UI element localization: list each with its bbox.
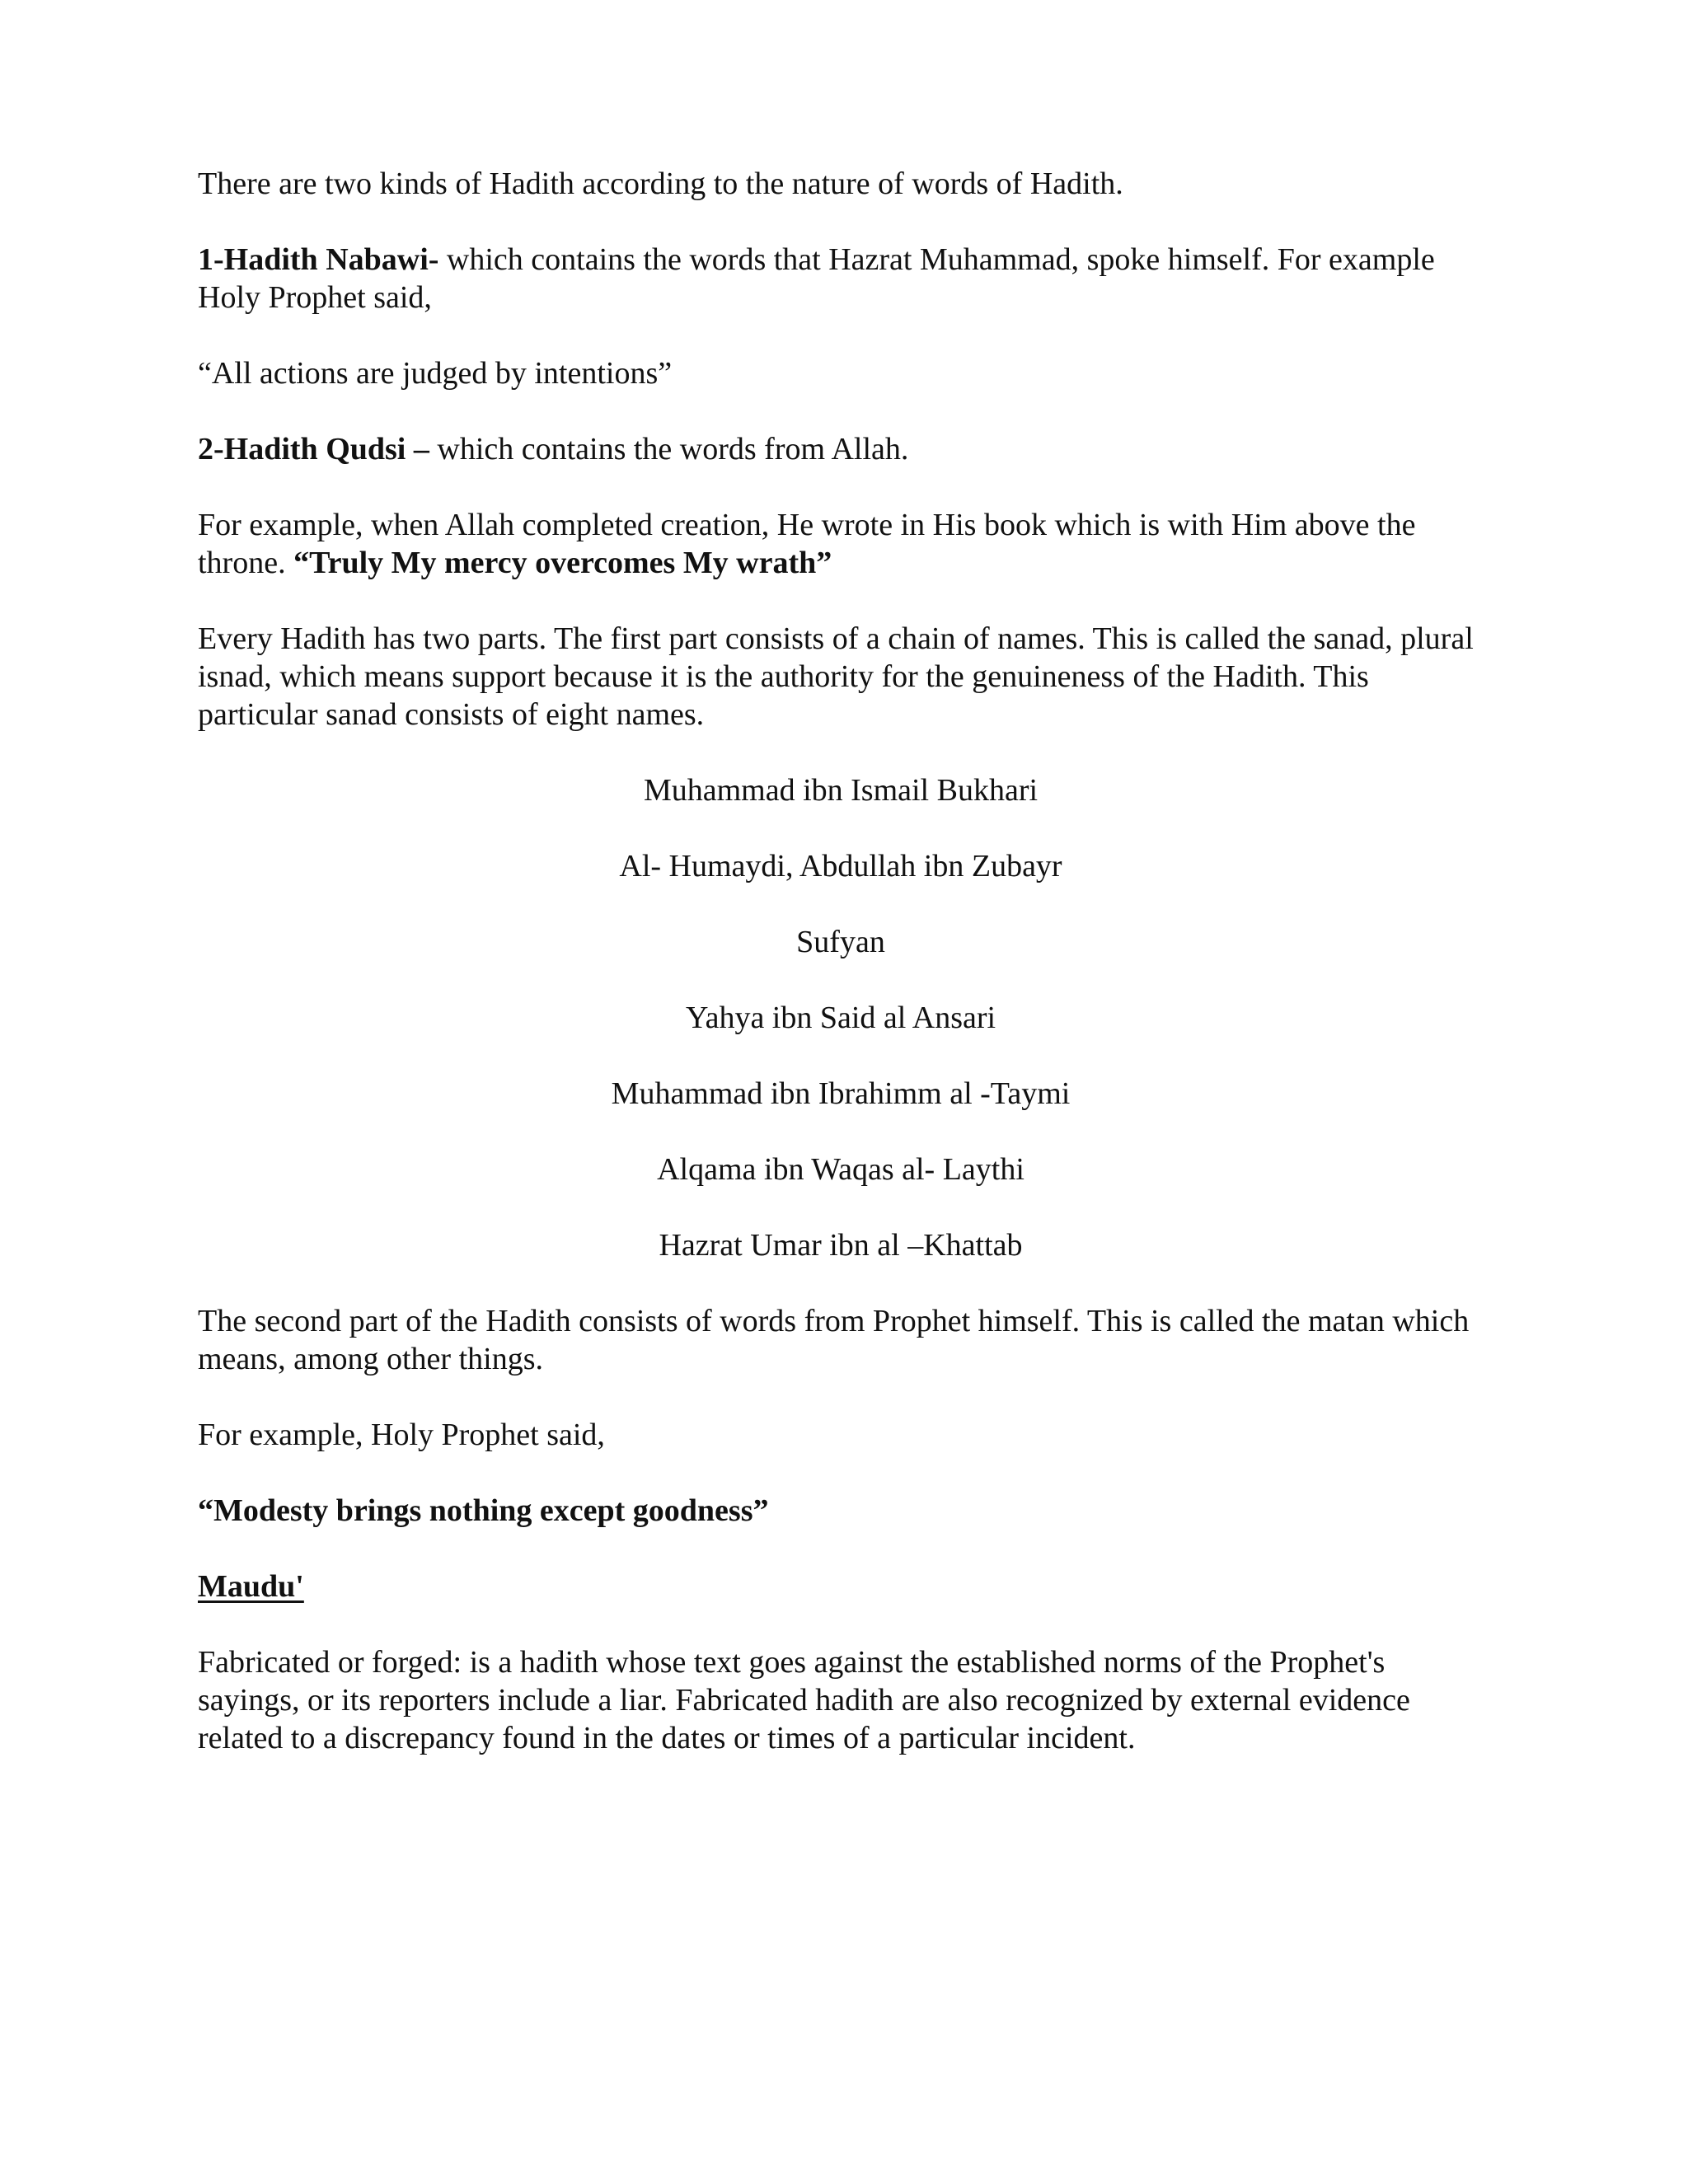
sanad-name: Muhammad ibn Ibrahimm al -Taymi xyxy=(611,1076,1071,1111)
hadith-nabawi-term: 1-Hadith Nabawi- xyxy=(198,242,439,277)
hadith-qudsi-example xyxy=(198,506,1484,582)
hadith-qudsi-quote: “Truly My mercy overcomes My wrath” xyxy=(293,546,832,580)
sanad-name: Hazrat Umar ibn al –Khattab xyxy=(659,1228,1023,1263)
matan-quote: “Modesty brings nothing except goodness” xyxy=(198,1493,769,1528)
maudu-paragraph: Fabricated or forged: is a hadith whose text goes against the established norms of the Prophet's sayings, or its reporters include a liar. Fabricated hadith are also recognized by external evidence related to a discrepancy found in the dates or times of a particular incident. xyxy=(198,1645,1410,1755)
matan-example: For example, Holy Prophet said, xyxy=(198,1418,605,1452)
sanad-name: Yahya ibn Said al Ansari xyxy=(685,1001,996,1035)
hadith-qudsi-example-text: For example, when Allah completed creation, He wrote in His book which is with Him above the throne. xyxy=(198,508,1416,580)
matan-paragraph: The second part of the Hadith consists of words from Prophet himself. This is called the matan which means, among other things. xyxy=(198,1304,1470,1376)
sanad-name: Alqama ibn Waqas al- Laythi xyxy=(657,1152,1025,1187)
sanad-name-list xyxy=(198,771,1484,1264)
sanad-name: Sufyan xyxy=(796,925,885,959)
sanad-paragraph: Every Hadith has two parts. The first part consists of a chain of names. This is called the sanad, plural isnad, which means support because it is the authority for the genuineness of the Hadith. This particular sanad consists of eight names. xyxy=(198,621,1474,732)
hadith-nabawi-definition: which contains the words that Hazrat Muhammad, spoke himself. For example Holy Prophet said, xyxy=(198,242,1435,315)
sanad-name: Muhammad ibn Ismail Bukhari xyxy=(643,773,1039,808)
hadith-qudsi-definition: which contains the words from Allah. xyxy=(429,432,909,466)
intro-paragraph: There are two kinds of Hadith according to the nature of words of Hadith. xyxy=(198,166,1123,201)
document-body xyxy=(198,165,1484,1795)
hadith-nabawi-paragraph xyxy=(198,241,1484,316)
hadith-qudsi-paragraph xyxy=(198,430,1484,468)
hadith-nabawi-quote: “All actions are judged by intentions” xyxy=(198,356,673,391)
sanad-name: Al- Humaydi, Abdullah ibn Zubayr xyxy=(619,849,1062,883)
maudu-heading-line xyxy=(198,1568,1484,1605)
maudu-heading: Maudu' xyxy=(198,1569,304,1604)
hadith-qudsi-term: 2-Hadith Qudsi – xyxy=(198,432,429,466)
